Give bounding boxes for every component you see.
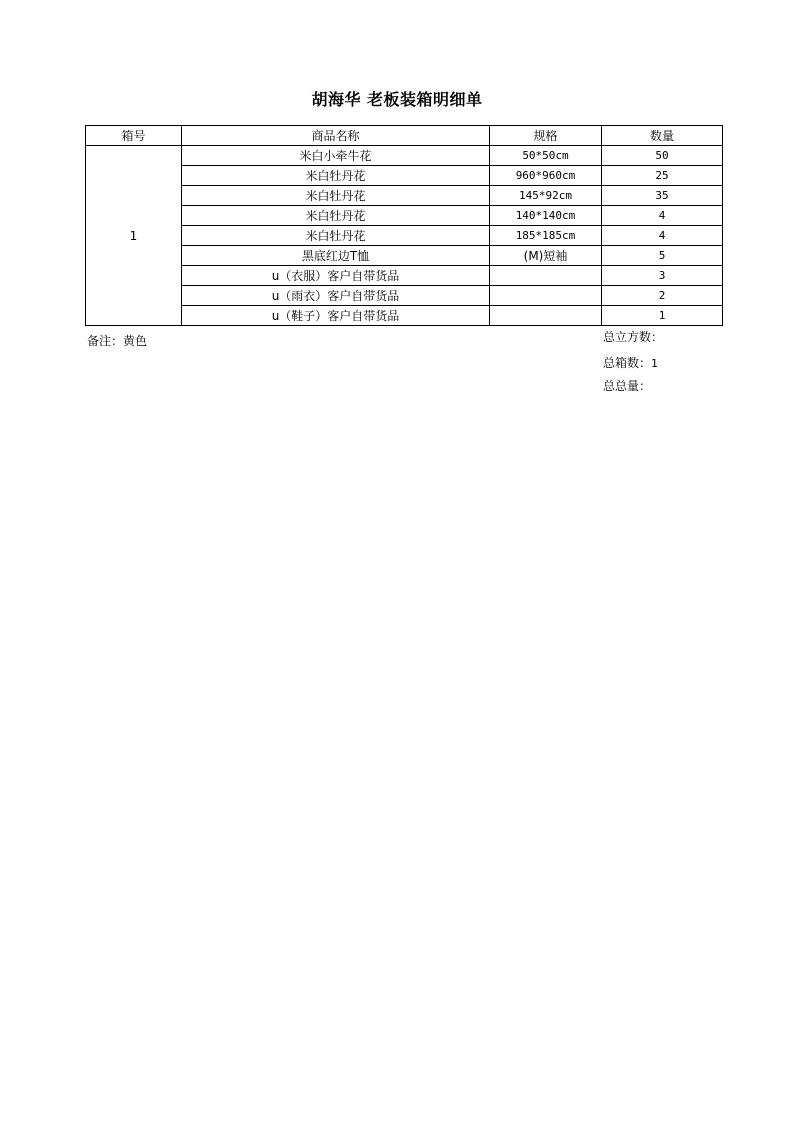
quantity-cell: 1 bbox=[602, 306, 723, 326]
quantity-cell: 25 bbox=[602, 166, 723, 186]
header-spec: 规格 bbox=[490, 126, 602, 146]
table-row bbox=[86, 186, 723, 206]
product-name-cell: 米白牡丹花 bbox=[182, 226, 490, 246]
spec-cell bbox=[490, 266, 602, 286]
quantity-cell: 35 bbox=[602, 186, 723, 206]
table-row bbox=[86, 146, 723, 166]
product-name-cell: 米白牡丹花 bbox=[182, 186, 490, 206]
table-row bbox=[86, 266, 723, 286]
packing-list-table bbox=[85, 125, 723, 326]
product-name-cell: u（雨衣）客户自带货品 bbox=[182, 286, 490, 306]
table-row bbox=[86, 206, 723, 226]
quantity-cell: 5 bbox=[602, 246, 723, 266]
quantity-cell: 4 bbox=[602, 226, 723, 246]
total-boxes-label: 总箱数： bbox=[603, 356, 652, 370]
total-weight-line bbox=[603, 377, 651, 394]
header-quantity: 数量 bbox=[602, 126, 723, 146]
product-name-cell: u（鞋子）客户自带货品 bbox=[182, 306, 490, 326]
product-name-cell: 米白牡丹花 bbox=[182, 166, 490, 186]
spec-cell: 140*140cm bbox=[490, 206, 602, 226]
total-weight-label: 总总量： bbox=[603, 379, 652, 393]
header-product-name: 商品名称 bbox=[182, 126, 490, 146]
quantity-cell: 4 bbox=[602, 206, 723, 226]
total-volume-label: 总立方数： bbox=[603, 330, 664, 344]
spec-cell: 185*185cm bbox=[490, 226, 602, 246]
box-number-cell: 1 bbox=[86, 146, 182, 326]
spec-cell: 145*92cm bbox=[490, 186, 602, 206]
spec-cell bbox=[490, 306, 602, 326]
header-box-no: 箱号 bbox=[86, 126, 182, 146]
table-row bbox=[86, 226, 723, 246]
table-row bbox=[86, 166, 723, 186]
product-name-cell: 米白牡丹花 bbox=[182, 206, 490, 226]
total-boxes-line bbox=[603, 354, 658, 371]
table-row bbox=[86, 246, 723, 266]
product-name-cell: 黑底红边T恤 bbox=[182, 246, 490, 266]
quantity-cell: 3 bbox=[602, 266, 723, 286]
document-title: 胡海华 老板装箱明细单 bbox=[311, 90, 483, 109]
spec-cell: (M)短袖 bbox=[490, 246, 602, 266]
product-name-cell: 米白小牵牛花 bbox=[182, 146, 490, 166]
spec-cell: 50*50cm bbox=[490, 146, 602, 166]
total-boxes-value: 1 bbox=[651, 357, 658, 370]
quantity-cell: 50 bbox=[602, 146, 723, 166]
table-row bbox=[86, 286, 723, 306]
table-row bbox=[86, 306, 723, 326]
quantity-cell: 2 bbox=[602, 286, 723, 306]
product-name-cell: u（衣服）客户自带货品 bbox=[182, 266, 490, 286]
spec-cell: 960*960cm bbox=[490, 166, 602, 186]
spec-cell bbox=[490, 286, 602, 306]
table-header-row bbox=[86, 126, 723, 146]
remarks-note: 备注：黄色 bbox=[87, 334, 148, 348]
total-volume-line bbox=[603, 328, 663, 345]
